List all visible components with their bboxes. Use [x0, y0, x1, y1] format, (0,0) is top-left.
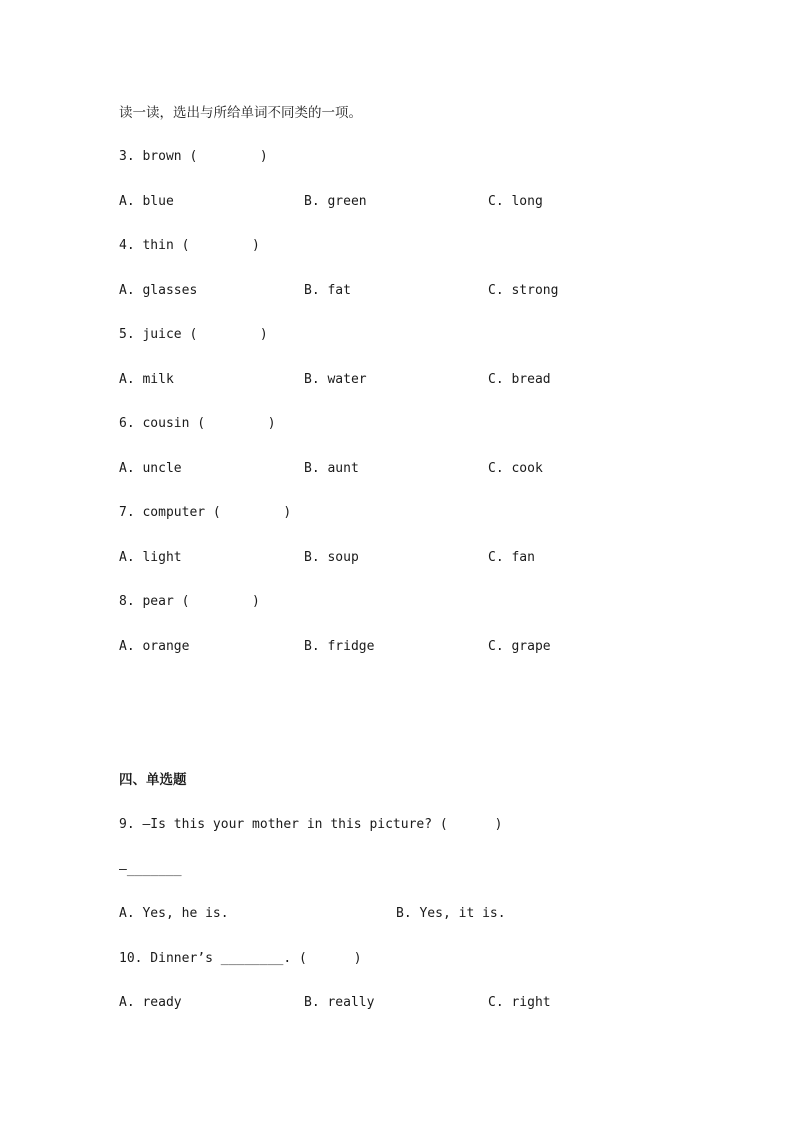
- question-9-answer-line: —_______: [119, 862, 182, 877]
- question-8-stem: 8. pear ( ): [119, 594, 260, 609]
- question-6-option-a: A. uncle: [119, 461, 182, 476]
- question-9-stem: 9. —Is this your mother in this picture? ( ): [119, 817, 503, 832]
- question-3-option-a: A. blue: [119, 194, 174, 209]
- question-6-option-b: B. aunt: [304, 461, 359, 476]
- question-4-option-b: B. fat: [304, 283, 351, 298]
- question-6-option-c: C. cook: [488, 461, 543, 476]
- question-8-option-a: A. orange: [119, 639, 190, 654]
- question-7-option-b: B. soup: [304, 550, 359, 565]
- question-4-option-a: A. glasses: [119, 283, 198, 298]
- question-4-stem: 4. thin ( ): [119, 238, 260, 253]
- section-heading: 四、单选题: [119, 772, 187, 788]
- question-3-stem: 3. brown ( ): [119, 149, 268, 164]
- question-10-option-a: A. ready: [119, 995, 182, 1010]
- question-4-option-c: C. strong: [488, 283, 559, 298]
- question-8-option-b: B. fridge: [304, 639, 375, 654]
- question-9-option-b: B. Yes, it is.: [396, 906, 506, 921]
- question-5-stem: 5. juice ( ): [119, 327, 268, 342]
- question-5-option-c: C. bread: [488, 372, 551, 387]
- question-8-option-c: C. grape: [488, 639, 551, 654]
- question-6-stem: 6. cousin ( ): [119, 416, 276, 431]
- question-10-option-c: C. right: [488, 995, 551, 1010]
- question-5-option-a: A. milk: [119, 372, 174, 387]
- question-7-option-a: A. light: [119, 550, 182, 565]
- question-10-option-b: B. really: [304, 995, 375, 1010]
- question-9-option-a: A. Yes, he is.: [119, 906, 229, 921]
- question-3-option-c: C. long: [488, 194, 543, 209]
- question-7-stem: 7. computer ( ): [119, 505, 292, 520]
- question-10-stem: 10. Dinner’s ________. ( ): [119, 951, 362, 966]
- question-3-option-b: B. green: [304, 194, 367, 209]
- question-7-option-c: C. fan: [488, 550, 535, 565]
- instruction: 读一读，选出与所给单词不同类的一项。: [119, 105, 362, 121]
- question-5-option-b: B. water: [304, 372, 367, 387]
